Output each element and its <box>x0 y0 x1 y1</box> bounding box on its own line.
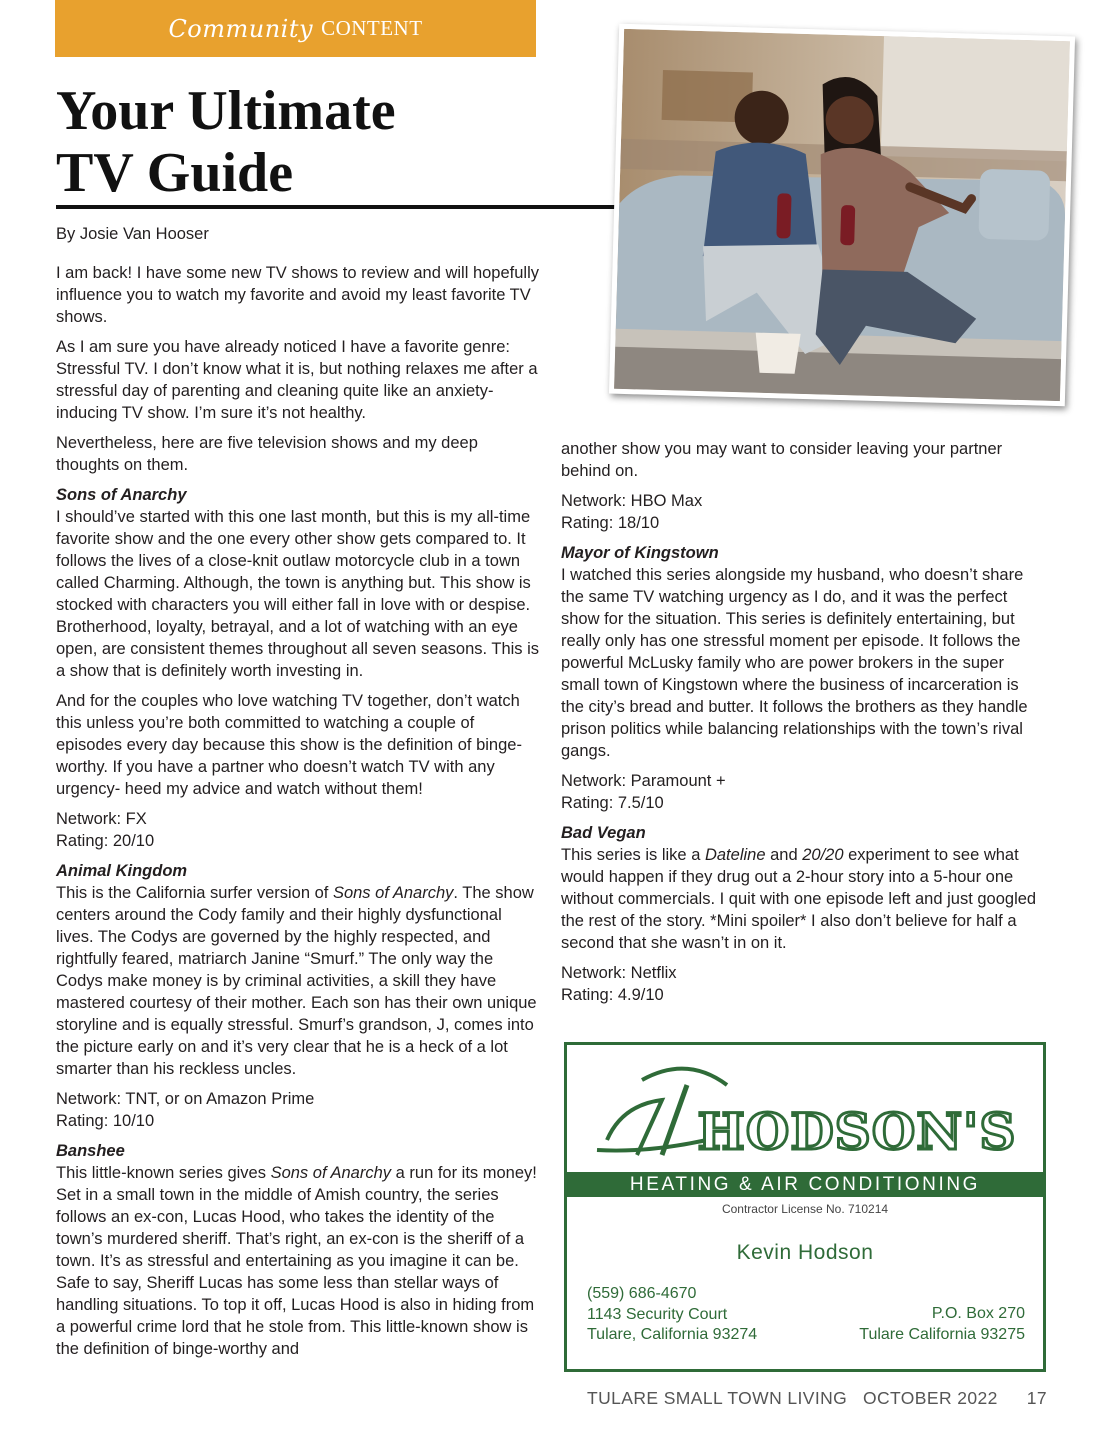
issue-date: OCTOBER 2022 <box>862 1388 998 1408</box>
po-city: Tulare California 93275 <box>859 1325 1025 1343</box>
banner-caps-word: CONTENT <box>321 16 423 40</box>
article-column-right <box>561 438 1045 1014</box>
show-reference: Sons of Anarchy <box>332 884 454 902</box>
show-rating: Rating: 4.9/10 <box>561 986 664 1004</box>
page-title <box>56 80 536 204</box>
banner-script-word: Community <box>168 14 314 43</box>
show-body <box>56 1162 542 1360</box>
show-body: And for the couples who love watching TV together, don’t watch this unless you’re both committed to watching a couple of episodes every day because this show is the definition of binge-worthy. If you have a partner who doesn’t watch TV with any urgency- heed my advice and watch without them! <box>56 692 522 798</box>
show-rating: Rating: 18/10 <box>561 514 660 532</box>
logo-text: HODSON'S <box>697 1102 1017 1161</box>
show-body <box>56 882 542 1080</box>
show-rating: Rating: 10/10 <box>56 1112 155 1130</box>
body-text: and <box>765 846 803 864</box>
couple-photo <box>609 24 1075 407</box>
body-text: This little-known series gives <box>56 1164 271 1182</box>
hodsons-logo <box>567 1045 1043 1165</box>
show-reference: Dateline <box>704 846 766 864</box>
page-number: 17 <box>1026 1388 1047 1408</box>
show-body: I should’ve started with this one last month, but this is my all-time favorite show and the one every other show gets compared to. It follows the lives of a close-knit outlaw motorcycle club in a town called Charming. Although, the town is anything but. This show is stocked with characters you will either fall in love with or despise. Brotherhood, loyalty, betrayal, and a lot of watching with an eye open, are consistent themes throughout all seven seasons. This is a show that is definitely worth investing in. <box>56 508 540 680</box>
show-title-mayor-of-kingstown: Mayor of Kingstown <box>561 544 719 562</box>
street-address: 1143 Security Court <box>587 1305 728 1323</box>
body-text: This is the California surfer version of <box>56 884 333 902</box>
section-banner <box>55 0 536 57</box>
show-network: Network: HBO Max <box>561 492 703 510</box>
show-network: Network: Netflix <box>561 964 677 982</box>
ad-tagline: HEATING & AIR CONDITIONING <box>629 1173 981 1195</box>
show-body <box>561 844 1045 954</box>
show-reference: Sons of Anarchy <box>270 1164 392 1182</box>
body-text: This series is like a <box>561 846 705 864</box>
intro-paragraph: I am back! I have some new TV shows to review and will hopefully influence you to watch my favorite and avoid my least favorite TV shows. <box>56 264 540 326</box>
byline: By Josie Van Hooser <box>56 225 209 243</box>
show-title-banshee: Banshee <box>56 1142 125 1160</box>
contact-name: Kevin Hodson <box>736 1241 874 1264</box>
contractor-license: Contractor License No. 710214 <box>721 1202 889 1216</box>
publication-name: TULARE SMALL TOWN LIVING <box>587 1388 848 1408</box>
ad-tagline-band <box>567 1172 1043 1197</box>
show-rating: Rating: 7.5/10 <box>561 794 664 812</box>
body-text: experiment to see what would happen if they drug out a 2-hour story into a 5-hour one without commercials. I quit with one episode left and just googled the rest of the story. *Mini spoiler* I also don’t believe for half a second that she wasn’t in on it. <box>561 846 1037 952</box>
po-box-block <box>859 1304 1025 1345</box>
show-title-bad-vegan: Bad Vegan <box>561 824 646 842</box>
po-box: P.O. Box 270 <box>931 1305 1025 1322</box>
title-rule <box>56 205 618 209</box>
couple-watching-tv-image <box>614 29 1070 401</box>
intro-paragraph: As I am sure you have already noticed I have a favorite genre: Stressful TV. I don’t know what it is, but nothing relaxes me after a stressful day of parenting and cleaning quite like an anxiety-inducing TV show. I’m sure it’s not healthy. <box>56 338 538 422</box>
show-network: Network: FX <box>56 810 147 828</box>
street-address-block <box>587 1284 757 1346</box>
show-reference: 20/20 <box>802 846 844 864</box>
page-footer <box>587 1388 1047 1409</box>
show-rating: Rating: 20/10 <box>56 832 155 850</box>
show-body: I watched this series alongside my husband, who doesn’t share the same TV watching urgency as I do, and it was the perfect show for the situation. This series is definitely entertaining, but really only has one stressful moment per episode. It follows the powerful McLusky family who are power brokers in the super small town of Kingstown where the business of incarceration is the city’s bread and butter. It follows the brothers as they handle prison politics while balancing relationships with the town’s rival gangs. <box>561 566 1028 760</box>
street-city: Tulare, California 93274 <box>587 1326 758 1343</box>
show-title-animal-kingdom: Animal Kingdom <box>56 862 188 880</box>
phone-number: (559) 686-4670 <box>587 1285 697 1302</box>
hodsons-advertisement <box>564 1042 1046 1372</box>
title-line-2: TV Guide <box>56 142 294 204</box>
body-text: . The show centers around the Cody family and their highly dysfunctional lives. The Codys are governed by the highly respected, and rightfully feared, matriarch Janine “Smurf.” The only way the Codys make money is by criminal activities, a skill they have mastered courtesy of their mother. Each son has their own unique storyline and is equally stressful. Smurf’s grandson, J, comes into the picture early on and it’s very clear that he is a heck of a lot smarter than his reckless uncles. <box>56 884 537 1078</box>
intro-paragraph: Nevertheless, here are five television shows and my deep thoughts on them. <box>56 434 478 474</box>
show-network: Network: Paramount + <box>561 772 726 790</box>
body-text: a run for its money! Set in a small town in the middle of Amish country, the series follows an ex-con, Lucas Hood, who takes the identity of the town’s murdered sheriff. That’s right, an ex-con is the sheriff of a town. It’s as stressful and entertaining as you imagine it can be. Safe to say, Sheriff Lucas has some less than stellar ways of handling situations. To top it off, Lucas Hood is also in hiding from a powerful crime lord that he stole from. This little-known show is the definition of binge-worthy and <box>56 1164 537 1358</box>
show-title-sons-of-anarchy: Sons of Anarchy <box>56 486 187 504</box>
title-line-1: Your Ultimate <box>56 80 396 142</box>
article-column-left <box>56 262 542 1368</box>
show-body-continued: another show you may want to consider leaving your partner behind on. <box>561 440 1003 480</box>
show-network: Network: TNT, or on Amazon Prime <box>56 1090 315 1108</box>
